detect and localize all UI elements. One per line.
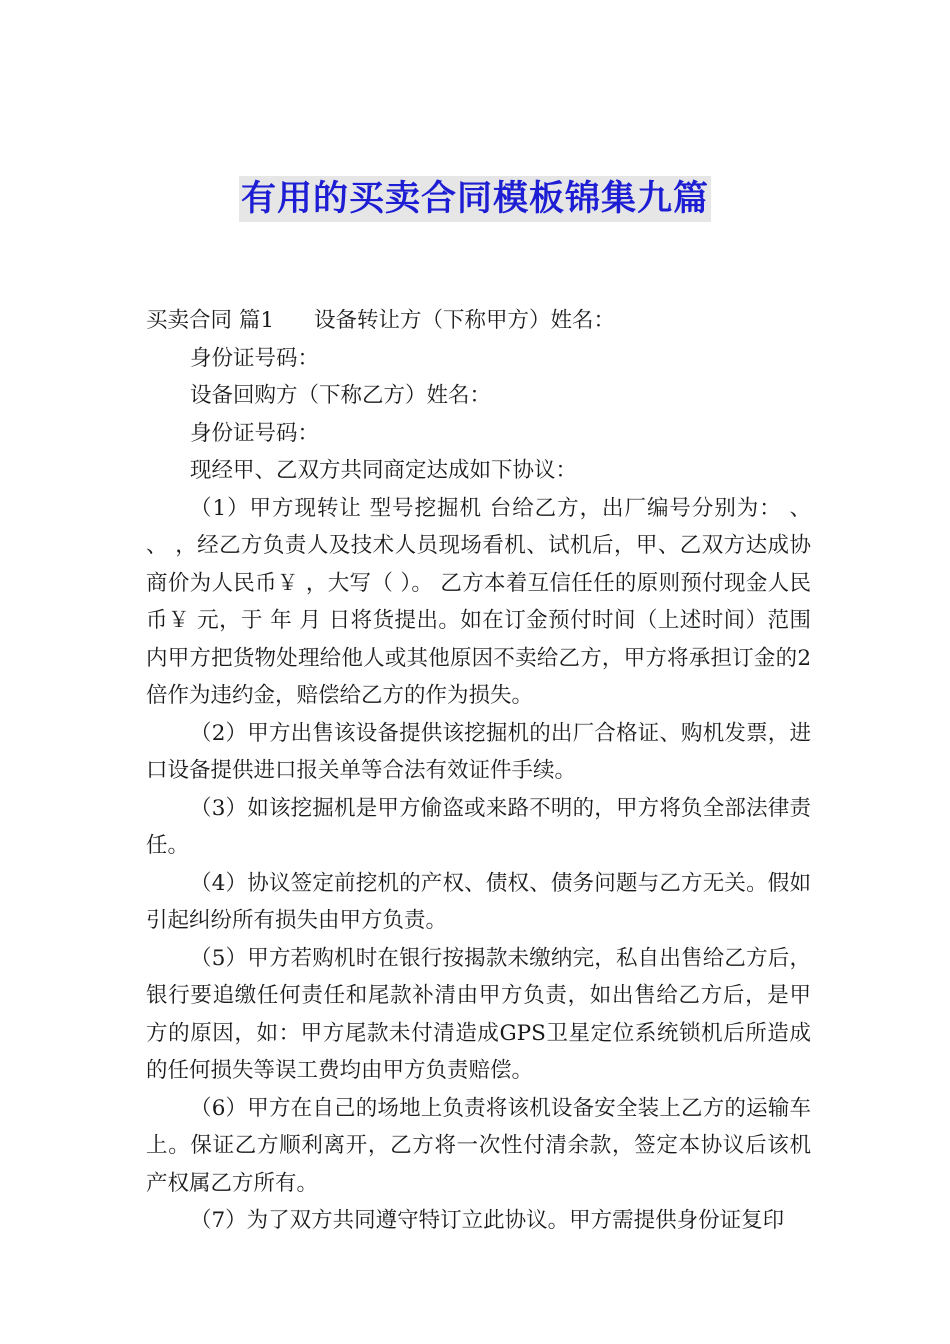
document-body (146, 302, 811, 1240)
section-heading-line (146, 302, 811, 340)
clause-7: （7）为了双方共同遵守特订立此协议。甲方需提供身份证复印 (190, 1208, 785, 1233)
clause-1: （1）甲方现转让 型号挖掘机 台给乙方，出厂编号分别为： 、 、 ，经乙方负责人及技术人员现场看机、试机后，甲、乙双方达成协商价为人民币￥ ，大写（ ）。 乙方本着互信任任的原则预付现金人民币￥ 元，于 年 月 日将货提出。如在订金预付时间（上述时间）范围内甲方把货物处理给他人或其他原因不卖给乙方，甲方将承担订金的2倍作为违约金，赔偿给乙方的作为损失。 (146, 495, 811, 708)
document-title: 有用的买卖合同模板锦集九篇 (239, 176, 711, 222)
transferor-name-line: 设备转让方（下称甲方）姓名： (314, 308, 616, 333)
paragraph: 身份证号码： (190, 420, 320, 446)
clause-6: （6）甲方在自己的场地上负责将该机设备安全装上乙方的运输车上。保证乙方顺利离开，乙方将一次性付清余款，签定本协议后该机产权属乙方所有。 (146, 1095, 811, 1196)
paragraph: 现经甲、乙双方共同商定达成如下协议： (190, 458, 578, 483)
clause-3: （3）如该挖掘机是甲方偷盗或来路不明的，甲方将负全部法律责任。 (146, 795, 811, 858)
clause-5: （5）甲方若购机时在银行按揭款未缴纳完，私自出售给乙方后，银行要追缴任何责任和尾款补清由甲方负责，如出售给乙方后，是甲方的原因，如：甲方尾款未付清造成GPS卫星定位系统锁机后所造成的任何损失等误工费均由甲方负责赔偿。 (146, 945, 811, 1083)
section-label: 买卖合同 篇1 (146, 308, 275, 333)
title-wrap (0, 176, 950, 222)
paragraph: 身份证号码： (190, 345, 320, 371)
clause-2: （2）甲方出售该设备提供该挖掘机的出厂合格证、购机发票，进口设备提供进口报关单等合法有效证件手续。 (146, 720, 811, 783)
clause-4: （4）协议签定前挖机的产权、债权、债务问题与乙方无关。假如引起纠纷所有损失由甲方负责。 (146, 870, 811, 933)
paragraph: 设备回购方（下称乙方）姓名： (190, 383, 492, 408)
